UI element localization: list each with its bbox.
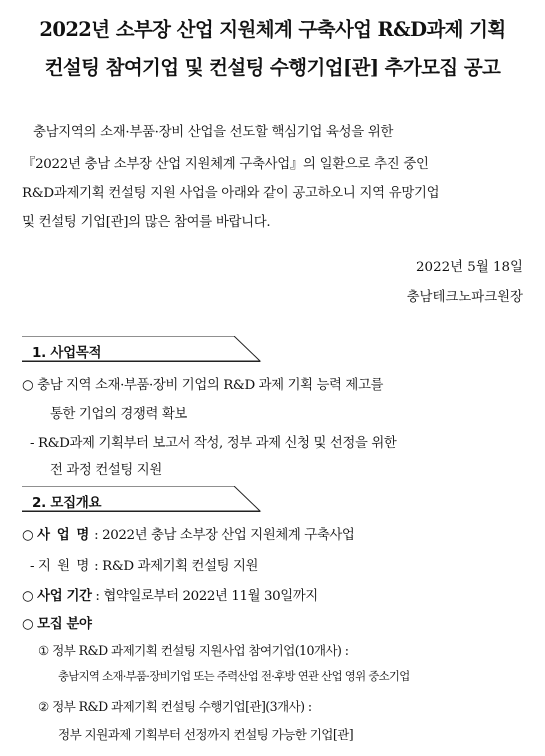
title-line-1: 2022년 소부장 산업 지원체계 구축사업 R&D과제 기획: [39, 18, 506, 41]
intro-line-1: 충남지역의 소재·부품·장비 산업을 선도할 핵심기업 육성을 위한: [33, 125, 394, 140]
project-name-label: 사 업 명: [37, 528, 91, 543]
circle-bullet-icon: ○: [22, 528, 34, 543]
intro-line-3: R&D과제기획 컨설팅 지원 사업을 아래와 같이 공고하오니 지역 유망기업: [22, 186, 440, 201]
project-period-row: [22, 585, 318, 604]
intro-line-2: 『2022년 충남 소부장 산업 지원체계 구축사업』의 일환으로 추진 중인: [22, 157, 429, 172]
section-1-title: 1. 사업목적: [32, 345, 102, 361]
field-1-title-row: [38, 640, 348, 659]
section-2-title: 2. 모집개요: [32, 495, 102, 511]
project-name-value: : 2022년 충남 소부장 산업 지원체계 구축사업: [94, 528, 355, 543]
project-period-value: : 협약일로부터 2022년 11월 30일까지: [95, 589, 318, 604]
field-2-description: 정부 지원과제 기획부터 선정까지 컨설팅 가능한 기업[관]: [58, 727, 354, 742]
recruit-fields-label: 모집 분야: [37, 617, 92, 632]
circle-bullet-icon: ○: [22, 589, 34, 604]
purpose-line-2: 통한 기업의 경쟁력 확보: [50, 407, 187, 422]
intro-line-4: 및 컨설팅 기업[관]의 많은 참여를 바랍니다.: [22, 215, 271, 230]
dash-bullet-icon: -: [30, 559, 35, 574]
program-name-value: : R&D 과제기획 컨설팅 지원: [94, 559, 259, 574]
purpose-line-1: [22, 374, 383, 393]
field-1-title: 정부 R&D 과제기획 컨설팅 지원사업 참여기업(10개사) :: [52, 643, 349, 658]
purpose-detail-text-1: R&D과제 기획부터 보고서 작성, 정부 과제 신청 및 선정을 위한: [37, 436, 397, 451]
purpose-text-1: 충남 지역 소재·부품·장비 기업의 R&D 과제 기획 능력 제고를: [37, 378, 384, 393]
issuer-name: 충남테크노파크원장: [406, 290, 523, 305]
recruit-fields-row: [22, 613, 92, 632]
announcement-date: 2022년 5월 18일: [416, 260, 523, 275]
section-2-heading: [22, 486, 262, 512]
field-2-title: 정부 R&D 과제기획 컨설팅 수행기업[관](3개사) :: [52, 699, 312, 714]
program-name-row: [30, 555, 258, 574]
circled-one-icon: ①: [38, 643, 49, 658]
section-1-heading: [22, 336, 262, 362]
circle-bullet-icon: ○: [22, 617, 34, 632]
title-line-2: 컨설팅 참여기업 및 컨설팅 수행기업[관] 추가모집 공고: [44, 56, 501, 79]
field-2-title-row: [38, 696, 311, 715]
dash-bullet-icon: -: [30, 436, 35, 451]
project-period-label: 사업 기간: [37, 589, 92, 604]
purpose-detail-line-1: [30, 432, 396, 451]
circled-two-icon: ②: [38, 699, 49, 714]
project-name-row: [22, 524, 354, 543]
program-name-label: 지 원 명: [37, 559, 91, 574]
purpose-detail-line-2: 전 과정 컨설팅 지원: [50, 463, 162, 478]
field-1-description: 충남지역 소재·부품·장비기업 또는 주력산업 전·후방 연관 산업 영위 중소기업: [58, 669, 410, 683]
circle-bullet-icon: ○: [22, 378, 34, 393]
